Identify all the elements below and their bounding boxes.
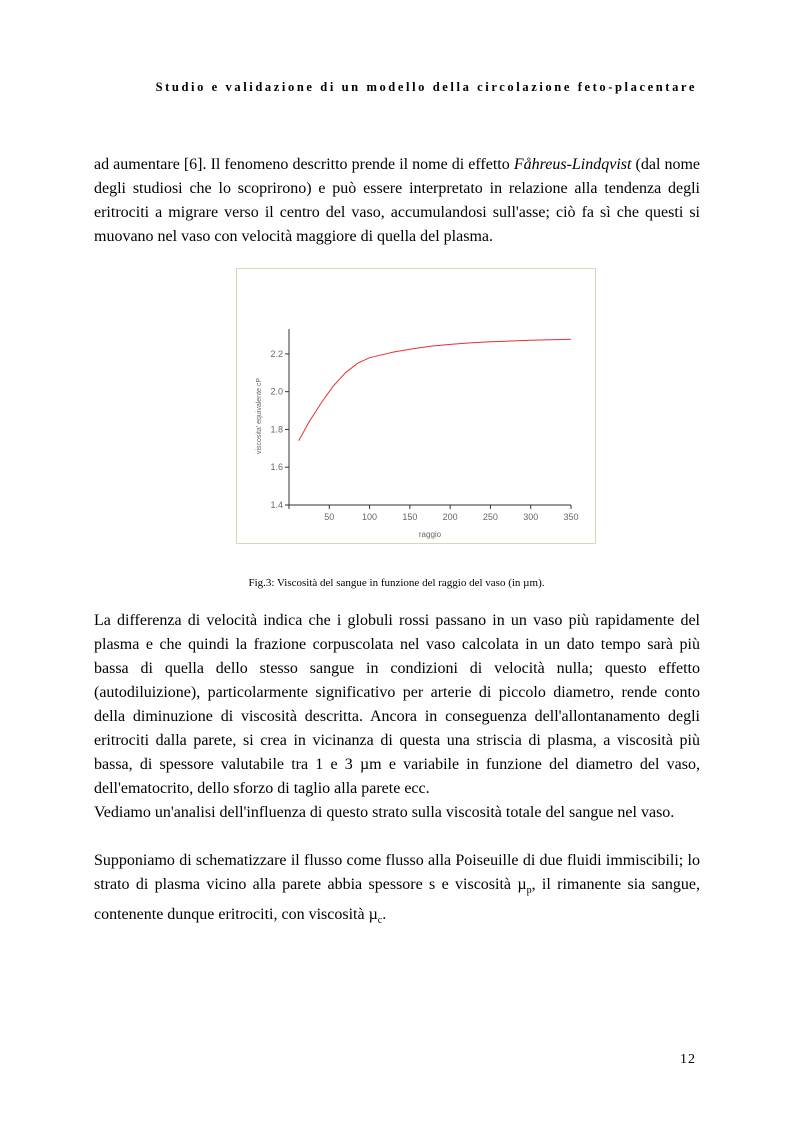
x-axis-label: raggio xyxy=(418,530,442,539)
y-axis-label: viscosita' equivalente cP xyxy=(256,377,263,455)
mu-p-subscript: p xyxy=(526,885,532,897)
x-tick-label: 300 xyxy=(523,512,539,522)
y-tick-label: 2.0 xyxy=(270,386,283,397)
y-tick-label: 1.4 xyxy=(270,500,283,510)
paragraph-1 xyxy=(94,153,700,249)
mu-c-subscript: c xyxy=(377,915,383,927)
paragraph-4-text-a: Supponiamo di schematizzare il flusso come flusso alla Poiseuille di due fluidi immiscibili; lo strato di plasma vicino alla parete abbia spessore s e viscosità µ xyxy=(94,852,700,893)
paragraph-4 xyxy=(94,849,700,933)
x-tick-label: 250 xyxy=(482,512,498,522)
figure-caption: Fig.3: Viscosità del sangue in funzione del raggio del vaso (in µm). xyxy=(248,577,545,589)
x-tick-label: 200 xyxy=(442,512,458,522)
y-tick-label: 2.2 xyxy=(270,348,283,359)
x-tick-label: 150 xyxy=(402,512,418,522)
y-tick-label: 1.6 xyxy=(270,462,283,473)
x-tick-label: 100 xyxy=(362,512,378,522)
running-header: Studio e validazione di un modello della circolazione feto-placentare xyxy=(155,80,697,94)
paragraph-1-text-b: (dal nome degli studiosi che lo scoprirono) e può essere interpretato in relazione alla tendenza degli eritrociti a migrare verso il centro del vaso, accumulandosi sull'asse; ciò fa sì che questi si muovano nel vaso con velocità maggiore di quella del plasma. xyxy=(94,156,701,245)
x-tick-label: 350 xyxy=(563,512,579,522)
effect-name: Fåhreus-Lindqvist xyxy=(513,156,632,173)
y-tick-label: 1.8 xyxy=(270,424,283,435)
paragraph-3: Vediamo un'analisi dell'influenza di questo strato sulla viscosità totale del sangue nel vaso. xyxy=(94,804,675,821)
page-number: 12 xyxy=(680,1052,696,1067)
viscosity-curve xyxy=(299,339,571,441)
paragraph-4-text-b: , il rimanente sia sangue, contenente dunque eritrociti, con viscosità µ xyxy=(94,876,701,924)
paragraph-1-text-a: ad aumentare [6]. Il fenomeno descritto prende il nome di effetto xyxy=(94,156,514,173)
x-tick-label: 50 xyxy=(324,512,335,522)
paragraph-4-text-c: . xyxy=(382,906,387,924)
figure-frame xyxy=(236,268,596,544)
paragraph-2: La differenza di velocità indica che i globuli rossi passano in un vaso più rapidamente del plasma e che quindi la frazione corpuscolata nel vaso calcolata in un dato tempo sarà più bassa di quella dello stesso sangue in condizioni di velocità nulla; questo effetto (autodiluizione), particolarmente significativo per arterie di piccolo diametro, rende conto della diminuzione di viscosità descritta. Ancora in conseguenza dell'allontanamento degli eritrociti dalla parete, si crea in vicinanza di questa una striscia di plasma, a viscosità più bassa, di spessore valutabile tra 1 e 3 µm e variabile in funzione del diametro del vaso, dell'ematocrito, dello sforzo di taglio alla parete ecc. xyxy=(94,612,700,797)
viscosity-chart xyxy=(237,269,597,545)
